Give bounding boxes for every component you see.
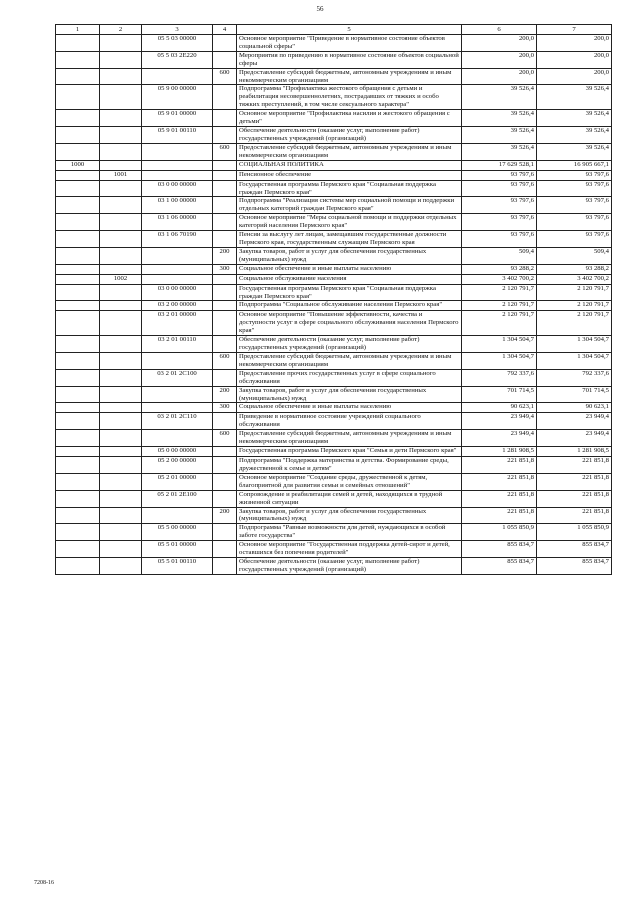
- header-cell: 4: [213, 25, 237, 35]
- subsection-cell: [100, 557, 142, 574]
- section-cell: [56, 214, 100, 231]
- table-row: [56, 301, 612, 311]
- expense-type-cell: 200: [213, 247, 237, 264]
- amount-2017-cell: 39 526,4: [462, 126, 537, 143]
- amount-2017-cell: 200,0: [462, 68, 537, 85]
- subsection-cell: [100, 311, 142, 336]
- target-code-cell: 03 1 06 00000: [142, 214, 213, 231]
- table-row: [56, 369, 612, 386]
- expense-type-cell: [213, 51, 237, 68]
- subsection-cell: [100, 490, 142, 507]
- target-code-cell: 03 2 01 00110: [142, 336, 213, 353]
- target-code-cell: 05 5 00 00000: [142, 524, 213, 541]
- table-row: [56, 197, 612, 214]
- description-cell: Основное мероприятие "Государственная поддержка детей-сирот и детей, оставшихся без попечения родителей": [237, 541, 462, 558]
- table-row: [56, 126, 612, 143]
- amount-2018-cell: 855 834,7: [537, 557, 612, 574]
- subsection-cell: [100, 301, 142, 311]
- section-cell: [56, 170, 100, 180]
- description-cell: СОЦИАЛЬНАЯ ПОЛИТИКА: [237, 160, 462, 170]
- section-cell: [56, 51, 100, 68]
- amount-2017-cell: 2 120 791,7: [462, 301, 537, 311]
- expense-type-cell: [213, 231, 237, 248]
- amount-2018-cell: 200,0: [537, 35, 612, 52]
- subsection-cell: [100, 473, 142, 490]
- header-cell: 1: [56, 25, 100, 35]
- description-cell: Сопровождение и реабилитация семей и детей, находящихся в трудной жизненной ситуации: [237, 490, 462, 507]
- description-cell: Мероприятия по приведению в нормативное состояние объектов социальной сферы: [237, 51, 462, 68]
- target-code-cell: [142, 264, 213, 274]
- expense-type-cell: [213, 473, 237, 490]
- description-cell: Государственная программа Пермского края "Социальная поддержка граждан Пермского края": [237, 180, 462, 197]
- amount-2017-cell: 2 120 791,7: [462, 284, 537, 301]
- amount-2017-cell: 93 797,6: [462, 170, 537, 180]
- section-cell: [56, 68, 100, 85]
- amount-2018-cell: 39 526,4: [537, 85, 612, 110]
- amount-2017-cell: 509,4: [462, 247, 537, 264]
- table-row: [56, 160, 612, 170]
- amount-2017-cell: 3 402 700,2: [462, 274, 537, 284]
- table-row: [56, 403, 612, 413]
- table-row: [56, 85, 612, 110]
- section-cell: [56, 473, 100, 490]
- table-row: [56, 430, 612, 447]
- expense-type-cell: [213, 336, 237, 353]
- expense-type-cell: [213, 541, 237, 558]
- expense-type-cell: [213, 274, 237, 284]
- expense-type-cell: [213, 369, 237, 386]
- section-cell: [56, 197, 100, 214]
- subsection-cell: [100, 541, 142, 558]
- subsection-cell: [100, 284, 142, 301]
- description-cell: Закупка товаров, работ и услуг для обеспечения государственных (муниципальных) нужд: [237, 247, 462, 264]
- subsection-cell: [100, 68, 142, 85]
- amount-2017-cell: 855 834,7: [462, 541, 537, 558]
- expense-type-cell: [213, 85, 237, 110]
- section-cell: [56, 490, 100, 507]
- description-cell: Предоставление субсидий бюджетным, автономным учреждениям и иным некоммерческим организациям: [237, 353, 462, 370]
- amount-2017-cell: 93 797,6: [462, 180, 537, 197]
- description-cell: Предоставление субсидий бюджетным, автономным учреждениям и иным некоммерческим организациям: [237, 430, 462, 447]
- description-cell: Обеспечение деятельности (оказание услуг, выполнение работ) государственных учреждений (организаций): [237, 336, 462, 353]
- description-cell: Пенсии за выслугу лет лицам, замещавшим государственные должности Пермского края, государственным служащим Пермского края: [237, 231, 462, 248]
- header-cell: 7: [537, 25, 612, 35]
- target-code-cell: 03 1 06 70190: [142, 231, 213, 248]
- section-cell: [56, 247, 100, 264]
- subsection-cell: [100, 85, 142, 110]
- target-code-cell: 03 2 01 00000: [142, 311, 213, 336]
- amount-2018-cell: 2 120 791,7: [537, 311, 612, 336]
- subsection-cell: [100, 447, 142, 457]
- amount-2017-cell: 200,0: [462, 35, 537, 52]
- amount-2018-cell: 93 288,2: [537, 264, 612, 274]
- description-cell: Основное мероприятие "Приведение в нормативное состояние объектов социальной сферы": [237, 35, 462, 52]
- expense-type-cell: 600: [213, 430, 237, 447]
- target-code-cell: [142, 403, 213, 413]
- section-cell: [56, 457, 100, 474]
- subsection-cell: [100, 403, 142, 413]
- amount-2018-cell: 39 526,4: [537, 126, 612, 143]
- section-cell: [56, 386, 100, 403]
- target-code-cell: 05 2 00 00000: [142, 457, 213, 474]
- section-cell: [56, 557, 100, 574]
- description-cell: Предоставление прочих государственных услуг в сфере социального обслуживания: [237, 369, 462, 386]
- description-cell: Государственная программа Пермского края "Социальная поддержка граждан Пермского края": [237, 284, 462, 301]
- expense-type-cell: 300: [213, 403, 237, 413]
- description-cell: Подпрограмма "Профилактика жестокого обращения с детьми и реабилитация несовершеннолетних, пострадавших от тяжких и особо тяжких преступлений, в том числе сексуального характера": [237, 85, 462, 110]
- amount-2018-cell: 3 402 700,2: [537, 274, 612, 284]
- expense-type-cell: [213, 524, 237, 541]
- amount-2017-cell: 93 797,6: [462, 197, 537, 214]
- section-cell: [56, 311, 100, 336]
- expense-type-cell: [213, 35, 237, 52]
- table-row: [56, 524, 612, 541]
- header-cell: 5: [237, 25, 462, 35]
- section-cell: [56, 143, 100, 160]
- target-code-cell: [142, 143, 213, 160]
- target-code-cell: [142, 170, 213, 180]
- amount-2018-cell: 855 834,7: [537, 541, 612, 558]
- budget-table: [55, 24, 612, 575]
- target-code-cell: 03 2 01 2С110: [142, 413, 213, 430]
- subsection-cell: [100, 369, 142, 386]
- section-cell: [56, 369, 100, 386]
- amount-2017-cell: 221 851,8: [462, 507, 537, 524]
- table-row: [56, 557, 612, 574]
- subsection-cell: [100, 35, 142, 52]
- description-cell: Основное мероприятие "Создание среды, дружественной к детям, благоприятной для развития семьи и семейных отношений": [237, 473, 462, 490]
- table-row: [56, 311, 612, 336]
- section-cell: [56, 336, 100, 353]
- description-cell: Подпрограмма "Социальное обслуживание населения Пермского края": [237, 301, 462, 311]
- amount-2018-cell: 200,0: [537, 51, 612, 68]
- header-row: [56, 25, 612, 35]
- expense-type-cell: 600: [213, 353, 237, 370]
- amount-2017-cell: 23 949,4: [462, 430, 537, 447]
- amount-2018-cell: 1 304 504,7: [537, 353, 612, 370]
- amount-2017-cell: 200,0: [462, 51, 537, 68]
- description-cell: Социальное обслуживание населения: [237, 274, 462, 284]
- section-cell: [56, 301, 100, 311]
- amount-2017-cell: 221 851,8: [462, 490, 537, 507]
- subsection-cell: [100, 180, 142, 197]
- description-cell: Социальное обеспечение и иные выплаты населению: [237, 403, 462, 413]
- subsection-cell: [100, 197, 142, 214]
- expense-type-cell: [213, 301, 237, 311]
- subsection-cell: [100, 214, 142, 231]
- expense-type-cell: [213, 311, 237, 336]
- target-code-cell: [142, 353, 213, 370]
- expense-type-cell: [213, 490, 237, 507]
- subsection-cell: [100, 353, 142, 370]
- target-code-cell: 03 1 00 00000: [142, 197, 213, 214]
- table-row: [56, 541, 612, 558]
- section-cell: [56, 430, 100, 447]
- target-code-cell: 05 2 01 2Е100: [142, 490, 213, 507]
- amount-2018-cell: 39 526,4: [537, 143, 612, 160]
- expense-type-cell: [213, 170, 237, 180]
- footer-code: 7208-16: [34, 880, 54, 886]
- amount-2018-cell: 221 851,8: [537, 490, 612, 507]
- target-code-cell: 05 9 00 00000: [142, 85, 213, 110]
- section-cell: [56, 413, 100, 430]
- expense-type-cell: [213, 197, 237, 214]
- subsection-cell: [100, 231, 142, 248]
- amount-2018-cell: 93 797,6: [537, 214, 612, 231]
- subsection-cell: [100, 430, 142, 447]
- amount-2018-cell: 23 949,4: [537, 413, 612, 430]
- subsection-cell: [100, 143, 142, 160]
- target-code-cell: [142, 507, 213, 524]
- section-cell: [56, 180, 100, 197]
- table-row: [56, 490, 612, 507]
- expense-type-cell: [213, 413, 237, 430]
- table-row: [56, 51, 612, 68]
- section-cell: [56, 264, 100, 274]
- amount-2017-cell: 90 623,1: [462, 403, 537, 413]
- amount-2017-cell: 39 526,4: [462, 143, 537, 160]
- amount-2018-cell: 39 526,4: [537, 110, 612, 127]
- amount-2017-cell: 1 055 850,9: [462, 524, 537, 541]
- amount-2018-cell: 221 851,8: [537, 457, 612, 474]
- amount-2018-cell: 509,4: [537, 247, 612, 264]
- target-code-cell: 05 0 00 00000: [142, 447, 213, 457]
- table-row: [56, 353, 612, 370]
- table-body: [56, 35, 612, 575]
- section-cell: [56, 274, 100, 284]
- section-cell: [56, 126, 100, 143]
- subsection-cell: [100, 247, 142, 264]
- expense-type-cell: [213, 457, 237, 474]
- expense-type-cell: [213, 447, 237, 457]
- section-cell: 1000: [56, 160, 100, 170]
- subsection-cell: [100, 126, 142, 143]
- amount-2018-cell: 16 905 667,1: [537, 160, 612, 170]
- target-code-cell: [142, 386, 213, 403]
- target-code-cell: 05 5 03 00000: [142, 35, 213, 52]
- table-row: [56, 284, 612, 301]
- expense-type-cell: [213, 557, 237, 574]
- amount-2017-cell: 93 288,2: [462, 264, 537, 274]
- expense-type-cell: 200: [213, 507, 237, 524]
- amount-2018-cell: 93 797,6: [537, 180, 612, 197]
- subsection-cell: [100, 386, 142, 403]
- table-row: [56, 473, 612, 490]
- section-cell: [56, 403, 100, 413]
- target-code-cell: [142, 160, 213, 170]
- section-cell: [56, 284, 100, 301]
- amount-2018-cell: 2 120 791,7: [537, 301, 612, 311]
- amount-2017-cell: 1 304 504,7: [462, 353, 537, 370]
- target-code-cell: [142, 274, 213, 284]
- amount-2018-cell: 1 304 504,7: [537, 336, 612, 353]
- amount-2017-cell: 701 714,5: [462, 386, 537, 403]
- amount-2018-cell: 792 337,6: [537, 369, 612, 386]
- subsection-cell: [100, 336, 142, 353]
- amount-2018-cell: 90 623,1: [537, 403, 612, 413]
- section-cell: [56, 353, 100, 370]
- target-code-cell: [142, 68, 213, 85]
- description-cell: Основное мероприятие "Меры социальной помощи и поддержки отдельных категорий населения Пермского края": [237, 214, 462, 231]
- target-code-cell: [142, 430, 213, 447]
- section-cell: [56, 524, 100, 541]
- amount-2018-cell: 2 120 791,7: [537, 284, 612, 301]
- expense-type-cell: [213, 214, 237, 231]
- target-code-cell: 05 9 01 00110: [142, 126, 213, 143]
- description-cell: Предоставление субсидий бюджетным, автономным учреждениям и иным некоммерческим организациям: [237, 68, 462, 85]
- description-cell: Пенсионное обеспечение: [237, 170, 462, 180]
- amount-2018-cell: 200,0: [537, 68, 612, 85]
- amount-2017-cell: 93 797,6: [462, 214, 537, 231]
- subsection-cell: [100, 524, 142, 541]
- table-row: [56, 110, 612, 127]
- section-cell: [56, 110, 100, 127]
- table-row: [56, 413, 612, 430]
- description-cell: Закупка товаров, работ и услуг для обеспечения государственных (муниципальных) нужд: [237, 507, 462, 524]
- amount-2018-cell: 93 797,6: [537, 197, 612, 214]
- amount-2017-cell: 855 834,7: [462, 557, 537, 574]
- expense-type-cell: 200: [213, 386, 237, 403]
- section-cell: [56, 35, 100, 52]
- amount-2017-cell: 1 304 504,7: [462, 336, 537, 353]
- description-cell: Обеспечение деятельности (оказание услуг, выполнение работ) государственных учреждений (организаций): [237, 557, 462, 574]
- amount-2017-cell: 93 797,6: [462, 231, 537, 248]
- target-code-cell: 05 5 01 00110: [142, 557, 213, 574]
- amount-2017-cell: 23 949,4: [462, 413, 537, 430]
- amount-2017-cell: 221 851,8: [462, 473, 537, 490]
- amount-2018-cell: 221 851,8: [537, 473, 612, 490]
- subsection-cell: [100, 264, 142, 274]
- section-cell: [56, 541, 100, 558]
- description-cell: Подпрограмма "Равные возможности для детей, нуждающихся в особой заботе государства": [237, 524, 462, 541]
- target-code-cell: 05 2 01 00000: [142, 473, 213, 490]
- header-cell: 2: [100, 25, 142, 35]
- table-row: [56, 170, 612, 180]
- subsection-cell: [100, 51, 142, 68]
- section-cell: [56, 507, 100, 524]
- target-code-cell: 03 0 00 00000: [142, 284, 213, 301]
- description-cell: Приведение в нормативное состояние учреждений социального обслуживания: [237, 413, 462, 430]
- table-row: [56, 68, 612, 85]
- expense-type-cell: [213, 126, 237, 143]
- expense-type-cell: [213, 110, 237, 127]
- description-cell: Подпрограмма "Поддержка материнства и детства. Формирование среды, дружественной к семье и детям": [237, 457, 462, 474]
- page-number: 56: [316, 5, 324, 13]
- table-row: [56, 507, 612, 524]
- table-row: [56, 214, 612, 231]
- header-cell: 6: [462, 25, 537, 35]
- amount-2018-cell: 93 797,6: [537, 231, 612, 248]
- description-cell: Основное мероприятие "Повышение эффективности, качества и доступности услуг в сфере социального обслуживания населения Пермского края": [237, 311, 462, 336]
- amount-2018-cell: 93 797,6: [537, 170, 612, 180]
- section-cell: [56, 231, 100, 248]
- amount-2017-cell: 39 526,4: [462, 85, 537, 110]
- expense-type-cell: [213, 180, 237, 197]
- expense-type-cell: 300: [213, 264, 237, 274]
- table-row: [56, 264, 612, 274]
- description-cell: Социальное обеспечение и иные выплаты населению: [237, 264, 462, 274]
- amount-2017-cell: 221 851,8: [462, 457, 537, 474]
- description-cell: Государственная программа Пермского края "Семья и дети Пермского края": [237, 447, 462, 457]
- amount-2018-cell: 701 714,5: [537, 386, 612, 403]
- description-cell: Обеспечение деятельности (оказание услуг, выполнение работ) государственных учреждений (организаций): [237, 126, 462, 143]
- subsection-cell: [100, 507, 142, 524]
- expense-type-cell: 600: [213, 68, 237, 85]
- subsection-cell: [100, 457, 142, 474]
- target-code-cell: 03 2 00 00000: [142, 301, 213, 311]
- table-row: [56, 457, 612, 474]
- target-code-cell: 05 9 01 00000: [142, 110, 213, 127]
- target-code-cell: 03 2 01 2С100: [142, 369, 213, 386]
- table-row: [56, 180, 612, 197]
- expense-type-cell: 600: [213, 143, 237, 160]
- target-code-cell: 03 0 00 00000: [142, 180, 213, 197]
- target-code-cell: 05 5 03 2Е220: [142, 51, 213, 68]
- amount-2017-cell: 39 526,4: [462, 110, 537, 127]
- table-row: [56, 143, 612, 160]
- amount-2018-cell: 1 281 908,5: [537, 447, 612, 457]
- table-row: [56, 336, 612, 353]
- target-code-cell: [142, 247, 213, 264]
- table-row: [56, 247, 612, 264]
- target-code-cell: 05 5 01 00000: [142, 541, 213, 558]
- table-row: [56, 231, 612, 248]
- description-cell: Подпрограмма "Реализация системы мер социальной помощи и поддержки отдельных категорий граждан Пермского края": [237, 197, 462, 214]
- expense-type-cell: [213, 284, 237, 301]
- subsection-cell: [100, 413, 142, 430]
- section-cell: [56, 85, 100, 110]
- table-row: [56, 274, 612, 284]
- header-cell: 3: [142, 25, 213, 35]
- subsection-cell: [100, 110, 142, 127]
- description-cell: Основное мероприятие "Профилактика насилия и жестокого обращения с детьми": [237, 110, 462, 127]
- subsection-cell: 1001: [100, 170, 142, 180]
- description-cell: Предоставление субсидий бюджетным, автономным учреждениям и иным некоммерческим организациям: [237, 143, 462, 160]
- amount-2018-cell: 23 949,4: [537, 430, 612, 447]
- amount-2017-cell: 2 120 791,7: [462, 311, 537, 336]
- section-cell: [56, 447, 100, 457]
- expense-type-cell: [213, 160, 237, 170]
- amount-2017-cell: 1 281 908,5: [462, 447, 537, 457]
- table-row: [56, 35, 612, 52]
- amount-2018-cell: 221 851,8: [537, 507, 612, 524]
- amount-2017-cell: 792 337,6: [462, 369, 537, 386]
- table-row: [56, 386, 612, 403]
- amount-2017-cell: 17 629 528,1: [462, 160, 537, 170]
- amount-2018-cell: 1 055 850,9: [537, 524, 612, 541]
- table-row: [56, 447, 612, 457]
- description-cell: Закупка товаров, работ и услуг для обеспечения государственных (муниципальных) нужд: [237, 386, 462, 403]
- subsection-cell: 1002: [100, 274, 142, 284]
- subsection-cell: [100, 160, 142, 170]
